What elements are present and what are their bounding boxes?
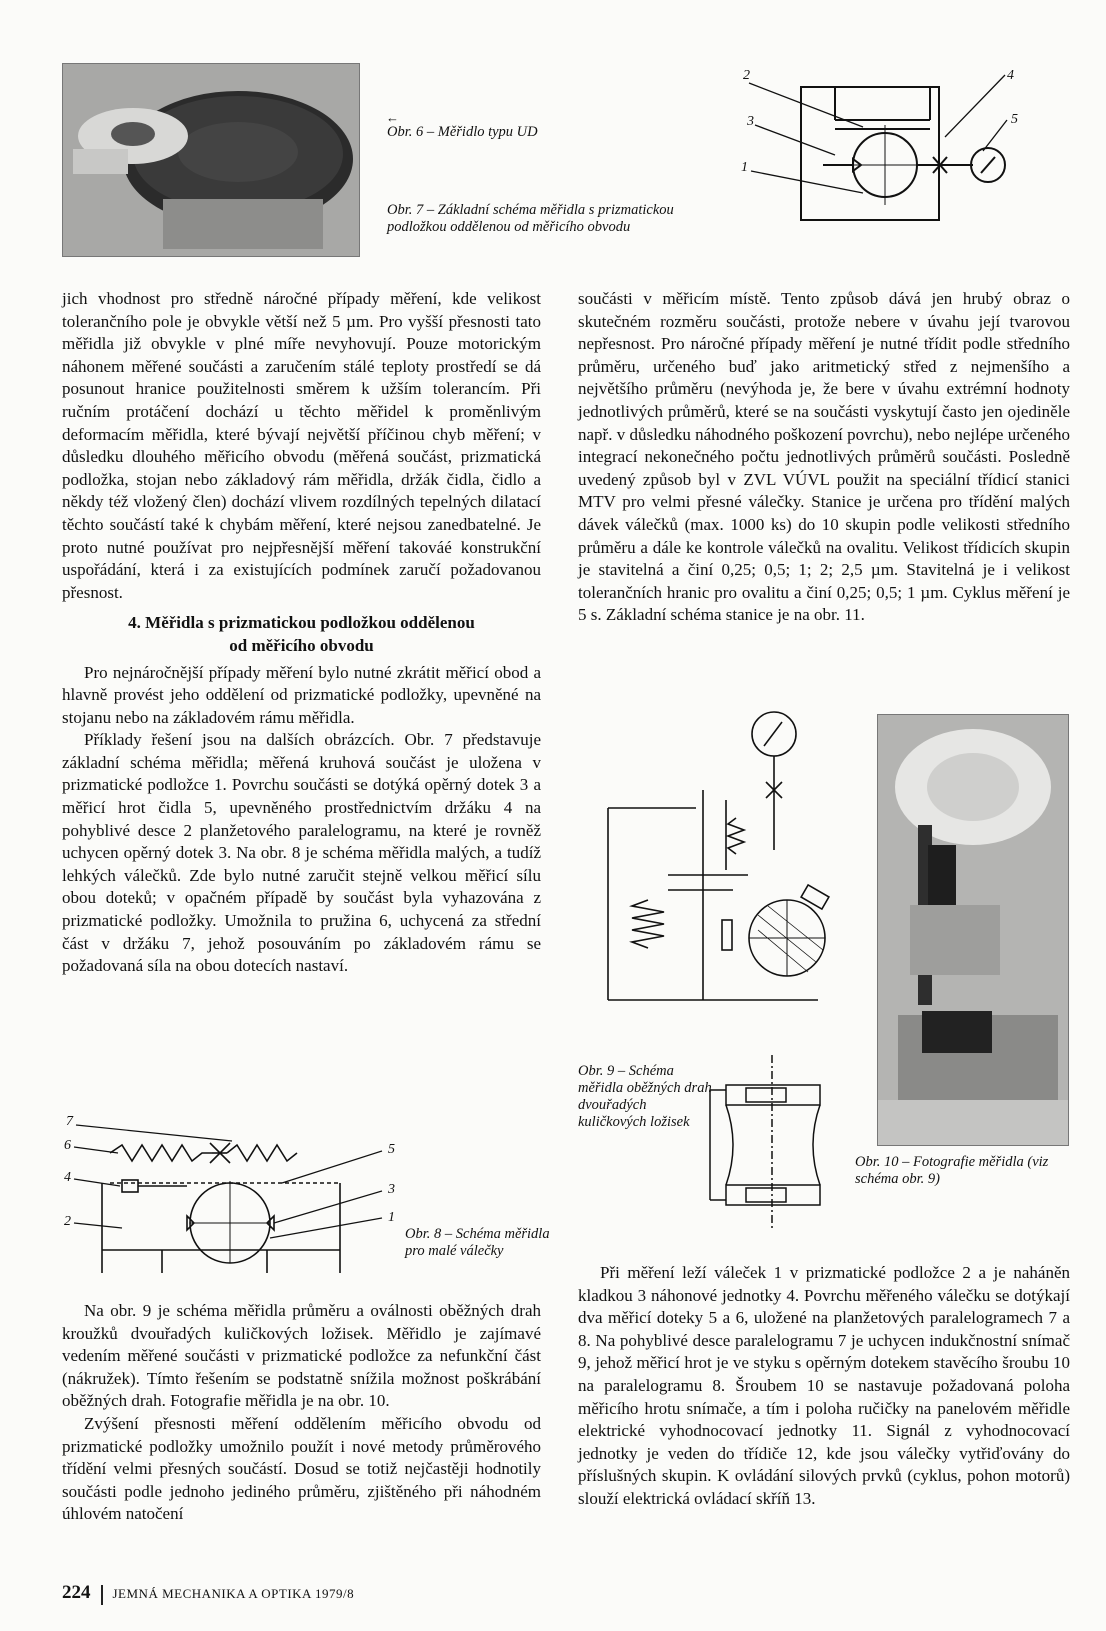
right-paragraph-2: Při měření leží váleček 1 v prizmatické podložce 2 a je naháněn kladkou 3 náhonové jednotky 4. Povrchu měřeného válečku se dotýkají dva měřicí doteky 5 a 6, uložené na planžetových paralelogramech 7 a 8. Na pohyblivé desce paralelogramu 7 je uchycen indukčnostní snímač 9, jehož měřicí hrot je ve styku s opěrným dotekem stavěcího šroubu 10 na paralelogramu 8. Šroubem 10 se nastavuje požadovaná poloha měřicího hrotu snímače, a tím i poloha ručičky na panelovém měřidle elektrické vyhodnocovací jednotky 11. Signál z vyhodnocovací jednotky je veden do třídiče 12, kde jsou válečky vytřiďovány do příslušných skupin. K ovládání silových prvků (cyklus, pohon motorů) slouží elektrická ovládací skříň 13.: [578, 1263, 1070, 1508]
left-column-lower: [62, 1300, 541, 1526]
page-footer: [62, 1582, 354, 1605]
page-number: 224: [62, 1582, 91, 1603]
footer-separator: [101, 1585, 103, 1605]
fig8-label-6: 6: [64, 1138, 71, 1153]
left-paragraph-5: Zvýšení přesnosti měření oddělením měřicího obvodu od prizmatické podložky umožnilo použít i nové metody průměrového třídění velmi přesných součástí. Dosud se totiž nejčastěji hodnotily součásti podle jednoho jediného průměru, zjištěného při náhodném úhlovém natočení: [62, 1413, 541, 1524]
fig7-label-4: 4: [1007, 68, 1014, 83]
fig10-caption: Obr. 10 – Fotografie měřidla (viz schéma obr. 9): [855, 1154, 1049, 1187]
fig7-label-5: 5: [1011, 112, 1018, 127]
left-column: [62, 288, 541, 978]
right-paragraph-1: součásti v měřicím místě. Tento způsob dává jen hrubý obraz o skutečném rozměru součásti, protože nebere v úvahu její tvarovou nepřesnost. Pro náročné případy měření je nutné třídit podle středního průměru, určeného buď jako aritmetický střed z nejmenšího a největšího průměru (nevýhoda je, že bere v úvahu extrémní hodnoty jednotlivých průměrů, které se na součásti vyskytují často jen ojediněle např. v důsledku náhodného poškození povrchu), nebo nejlépe určeného integrací nekonečného počtu jednotlivých průměrů součásti. Posledně uvedený způsob byl v ZVL VÚVL použit na speciální třídicí stanici MTV pro velmi přesné válečky. Stanice je určena pro třídění malých dávek válečků (max. 1000 ks) do 10 skupin podle velikosti středního průměru a dále ke kontrole válečků na ovalitu. Velikost třídicích skupin je stavitelná a činí 0,25; 0,5; 1; 2; 2,5 µm. Stavitelná je i velikost tolerančních hranic pro ovalitu a činí 0,25; 0,5; 1 µm. Cyklus měření je 5 s. Základní schéma stanice je na obr. 11.: [578, 289, 1070, 625]
fig9-diagram: [578, 700, 848, 1040]
left-paragraph-2: Pro nejnáročnější případy měření bylo nutné zkrátit měřicí obod a hlavně provést jeho oddělení od prizmatické podložky, upevněné na stojanu nebo na základovém rámu měřidla.: [62, 662, 541, 727]
section-4-heading: [62, 612, 541, 657]
section-4-heading-line2: od měřicího obvodu: [229, 635, 374, 655]
fig8-label-2: 2: [64, 1214, 71, 1229]
journal-name: JEMNÁ MECHANIKA A OPTIKA 1979/8: [112, 1586, 355, 1601]
fig8-caption: Obr. 8 – Schéma měřidla pro malé válečky: [405, 1226, 550, 1259]
right-column-lower: [578, 1262, 1070, 1511]
fig10-photo: [877, 714, 1069, 1146]
fig8-label-4: 4: [64, 1170, 71, 1185]
fig6-caption: Obr. 6 – Měřidlo typu UD: [387, 124, 538, 140]
fig8-label-5: 5: [388, 1142, 395, 1157]
fig7-label-1: 1: [741, 160, 748, 175]
section-4-heading-line1: 4. Měřidla s prizmatickou podložkou oddělenou: [128, 613, 475, 633]
fig9-bearing-diagram: [720, 1055, 830, 1235]
fig8-label-3: 3: [388, 1182, 395, 1197]
fig8-diagram: [62, 1113, 402, 1283]
fig7-label-3: 3: [747, 114, 754, 129]
fig7-caption: Obr. 7 – Základní schéma měřidla s prizmatickou podložkou oddělenou od měřicího obvodu: [387, 202, 674, 235]
fig7-diagram: [735, 65, 1075, 235]
fig8-label-1: 1: [388, 1210, 395, 1225]
right-column: [578, 288, 1070, 627]
fig6-photo: [62, 63, 360, 257]
fig9-caption: Obr. 9 – Schéma měřidla oběžných drah dvouřadých kuličkových ložisek: [578, 1063, 712, 1130]
fig7-label-2: 2: [743, 68, 750, 83]
fig8-label-7: 7: [66, 1114, 73, 1129]
left-paragraph-1: jich vhodnost pro středně náročné případy měření, kde velikost tolerančního pole je obvykle větší než 5 µm. Pro vyšší přesnosti tato měřidla již obvykle v plné míře nevyhovují. Pouze motorickým náhonem měřené součásti a zaručením stálé teploty prostředí se dá posunout hranice použitelnosti směrem k užším tolerancím. Při ručním protáčení dochází u těchto měřidel k proměnlivým deformacím měřidla, které bývají největší příčinou chyb měření; v důsledku dlouhého měřicího obvodu (měřená součást, prizmatická podložka, stojan nebo základový rám měřidla, držák čidla, čidlo a někdy též vložený člen) dochází vlivem rozdílných tepelných dilatací těchto součástí také k chybám měření, které nejsou zanedbatelné. Je proto nutné používat pro nejpřesnější měření takováé konstrukční uspořádání, která i za existujících podmínek zaručí požadovanou přesnost.: [62, 289, 541, 602]
fig6-arrow: ←: [386, 110, 399, 125]
left-paragraph-3: Příklady řešení jsou na dalších obrázcích. Obr. 7 představuje základní schéma měřidla; měřená kruhová součást je uložena v prizmatické podložce 1. Povrchu součásti se dotýká opěrný dotek 3 a měřicí hrot čidla 5, upevněného prostřednictvím držáku 4 na pohyblivé desce 2 planžetového paralelogramu, na které je rovněž uchycen opěrný dotek 3. Na obr. 8 je schéma měřidla malých, a tudíž lehkých válečků. Zde bylo nutné zaručit stejně velkou měřicí sílu obou doteků; v opačném případě by součást byla vyhazována z prizmatické podložky. Umožnila to pružina 6, uchycená za střední část v držáku 7, jehož posouváním po základovém rámu se požadovaná síla na obou dotecích nastaví.: [62, 730, 541, 976]
left-paragraph-4: Na obr. 9 je schéma měřidla průměru a oválnosti oběžných drah kroužků dvouřadých kuličkových ložisek. Měřidlo je zajímavé vedením měřené součásti v prizmatické podložce za nefunkční část (nákružek). Tímto řešením se podstatně snížila možnost poškrábání oběžných drah. Fotografie měřidla je na obr. 10.: [62, 1301, 541, 1411]
